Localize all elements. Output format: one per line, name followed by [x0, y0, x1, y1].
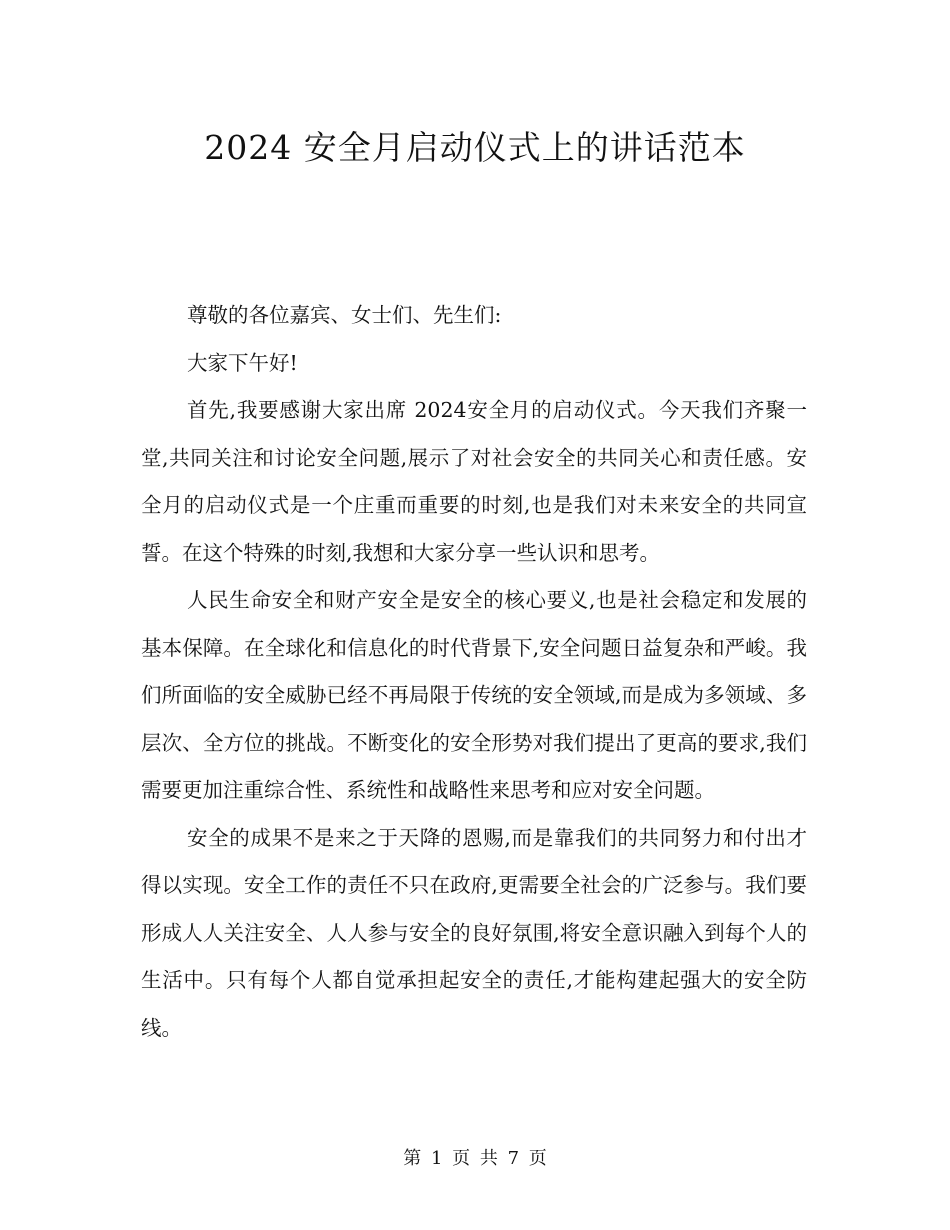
paragraph-shared-responsibility: 安全的成果不是来之于天降的恩赐,而是靠我们的共同努力和付出才得以实现。安全工作的责任不只在政府,更需要全社会的广泛参与。我们要形成人人关注安全、人人参与安全的良好氛围,将安全意识融入到每个人的生活中。只有每个人都自觉承担起安全的责任,才能构建起强大的安全防线。 — [141, 825, 807, 1040]
salutation: 尊敬的各位嘉宾、女士们、先生们: — [187, 303, 502, 327]
greeting: 大家下午好! — [187, 350, 298, 375]
document-title: 2024 安全月启动仪式上的讲话范本 — [204, 128, 746, 167]
document-body — [141, 292, 807, 1052]
paragraph-security-importance: 人民生命安全和财产安全是安全的核心要义,也是社会稳定和发展的基本保障。在全球化和信息化的时代背景下,安全问题日益复杂和严峻。我们所面临的安全威胁已经不再局限于传统的安全领域,而是成为多领域、多层次、全方位的挑战。不断变化的安全形势对我们提出了更高的要求,我们需要更加注重综合性、系统性和战略性来思考和应对安全问题。 — [141, 588, 807, 802]
page-footer: 第 1 页 共 7 页 — [403, 1148, 547, 1169]
paragraph-opening: 首先,我要感谢大家出席 2024安全月的启动仪式。今天我们齐聚一堂,共同关注和讨论安全问题,展示了对社会安全的共同关心和责任感。安全月的启动仪式是一个庄重而重要的时刻,也是我们对未来安全的共同宣誓。在这个特殊的时刻,我想和大家分享一些认识和思考。 — [141, 398, 807, 565]
